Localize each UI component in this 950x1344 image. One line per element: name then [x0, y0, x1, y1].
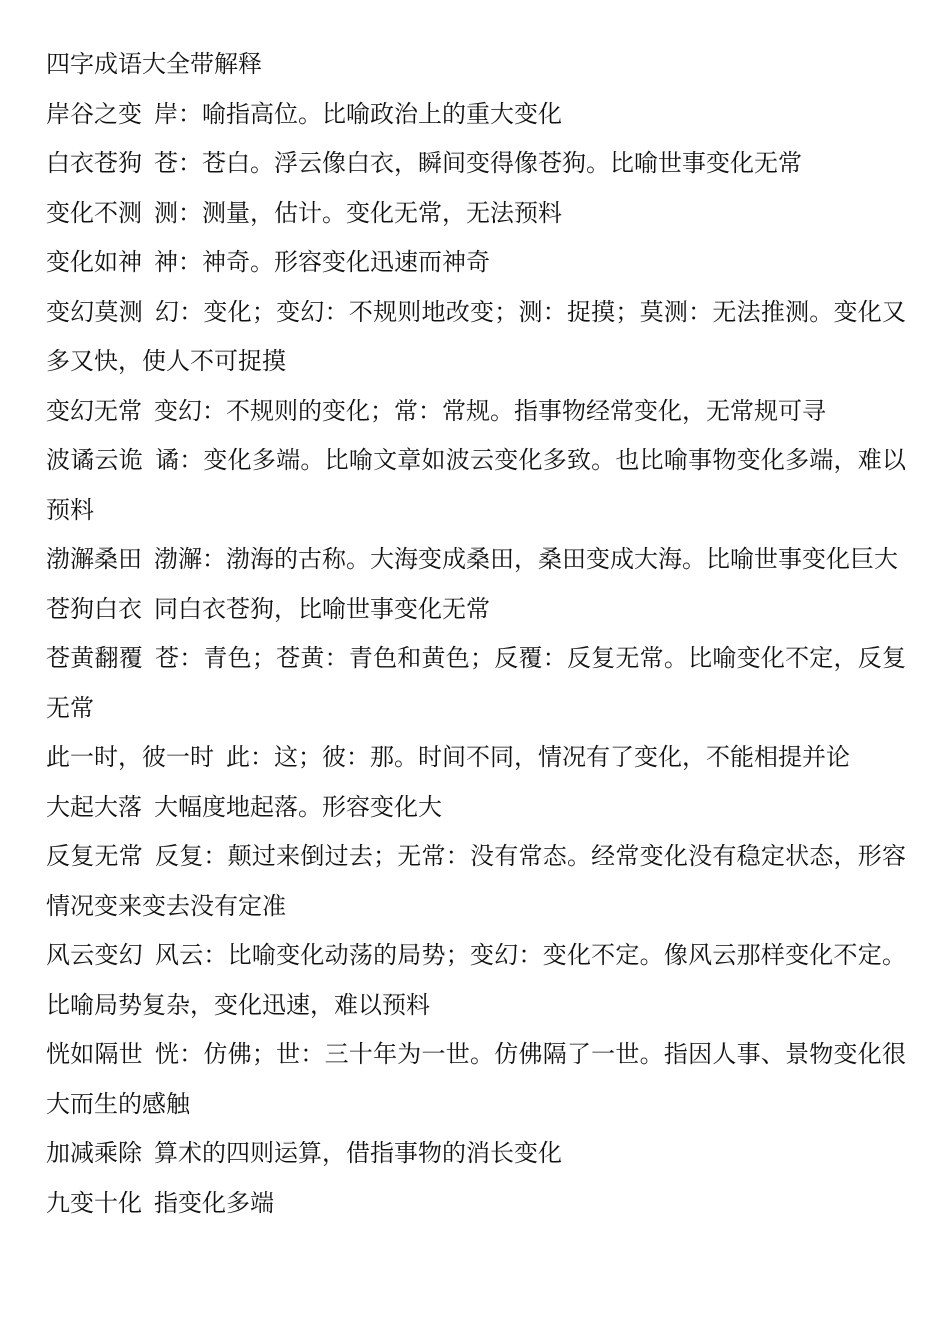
idiom-definition: 渤澥：渤海的古称。大海变成桑田，桑田变成大海。比喻世事变化巨大 — [154, 545, 898, 573]
idiom-term: 变化如神 — [46, 248, 142, 276]
idiom-definition: 幻：变化；变幻：不规则地改变；测：捉摸；莫测：无法推测。变化又多又快，使人不可捉摸 — [46, 297, 907, 375]
idiom-definition: 变幻：不规则的变化；常：常规。指事物经常变化，无常规可寻 — [154, 396, 826, 425]
idiom-definition: 谲：变化多端。比喻文章如波云变化多致。也比喻事物变化多端，难以预料 — [46, 446, 907, 524]
idiom-definition: 测：测量，估计。变化无常，无法预料 — [154, 198, 562, 227]
idiom-term: 变化不测 — [46, 198, 142, 227]
idiom-term: 变幻莫测 — [46, 297, 143, 326]
idiom-entry — [46, 1030, 906, 1129]
idiom-term: 此一时，彼一时 — [46, 743, 214, 771]
idiom-definition: 神：神奇。形容变化迅速而神奇 — [154, 248, 490, 276]
idiom-entry — [46, 90, 906, 140]
idiom-entry — [46, 783, 906, 833]
idiom-entry — [46, 832, 906, 931]
idiom-term: 白衣苍狗 — [46, 149, 142, 177]
idiom-definition: 岸：喻指高位。比喻政治上的重大变化 — [154, 99, 562, 128]
idiom-entry — [46, 634, 906, 733]
idiom-term: 加减乘除 — [46, 1139, 142, 1167]
idiom-definition: 恍：仿佛；世：三十年为一世。仿佛隔了一世。指因人事、景物变化很大而生的感触 — [46, 1040, 907, 1118]
document-page — [46, 40, 906, 1228]
idiom-definition: 苍：青色；苍黄：青色和黄色；反覆：反复无常。比喻变化不定，反复无常 — [46, 644, 907, 722]
idiom-entry — [46, 436, 906, 535]
idiom-definition: 指变化多端 — [154, 1188, 274, 1217]
idiom-entry — [46, 1129, 906, 1179]
idiom-term: 九变十化 — [46, 1188, 142, 1217]
idiom-definition: 此：这；彼：那。时间不同，情况有了变化，不能相提并论 — [226, 743, 850, 771]
idiom-entry — [46, 733, 906, 783]
idiom-entry — [46, 189, 906, 239]
idiom-term: 苍狗白衣 — [46, 594, 142, 623]
idiom-term: 大起大落 — [46, 792, 142, 821]
idiom-term: 风云变幻 — [46, 941, 143, 969]
idiom-definition: 风云：比喻变化动荡的局势；变幻：变化不定。像风云那样变化不定。比喻局势复杂，变化迅速，难以预料 — [46, 941, 907, 1019]
idiom-definition: 反复：颠过来倒过去；无常：没有常态。经常变化没有稳定状态，形容情况变来变去没有定准 — [46, 842, 907, 920]
idiom-definition: 苍：苍白。浮云像白衣，瞬间变得像苍狗。比喻世事变化无常 — [154, 149, 802, 177]
idiom-definition: 同白衣苍狗，比喻世事变化无常 — [154, 594, 490, 623]
idiom-term: 反复无常 — [46, 842, 143, 870]
idiom-entry — [46, 139, 906, 189]
idiom-entry — [46, 387, 906, 437]
idiom-entry — [46, 535, 906, 585]
idiom-entry — [46, 288, 906, 387]
idiom-definition: 大幅度地起落。形容变化大 — [154, 792, 442, 821]
idiom-term: 恍如隔世 — [46, 1040, 143, 1068]
idiom-term: 波谲云诡 — [46, 446, 143, 474]
idiom-term: 岸谷之变 — [46, 99, 142, 128]
idiom-term: 变幻无常 — [46, 396, 142, 425]
idiom-entry — [46, 238, 906, 288]
idiom-definition: 算术的四则运算，借指事物的消长变化 — [154, 1139, 562, 1167]
idiom-term: 渤澥桑田 — [46, 545, 142, 573]
idiom-entry — [46, 585, 906, 635]
idiom-term: 苍黄翻覆 — [46, 644, 143, 672]
document-title: 四字成语大全带解释 — [46, 50, 262, 78]
idiom-entry — [46, 931, 906, 1030]
idiom-entry — [46, 1179, 906, 1229]
